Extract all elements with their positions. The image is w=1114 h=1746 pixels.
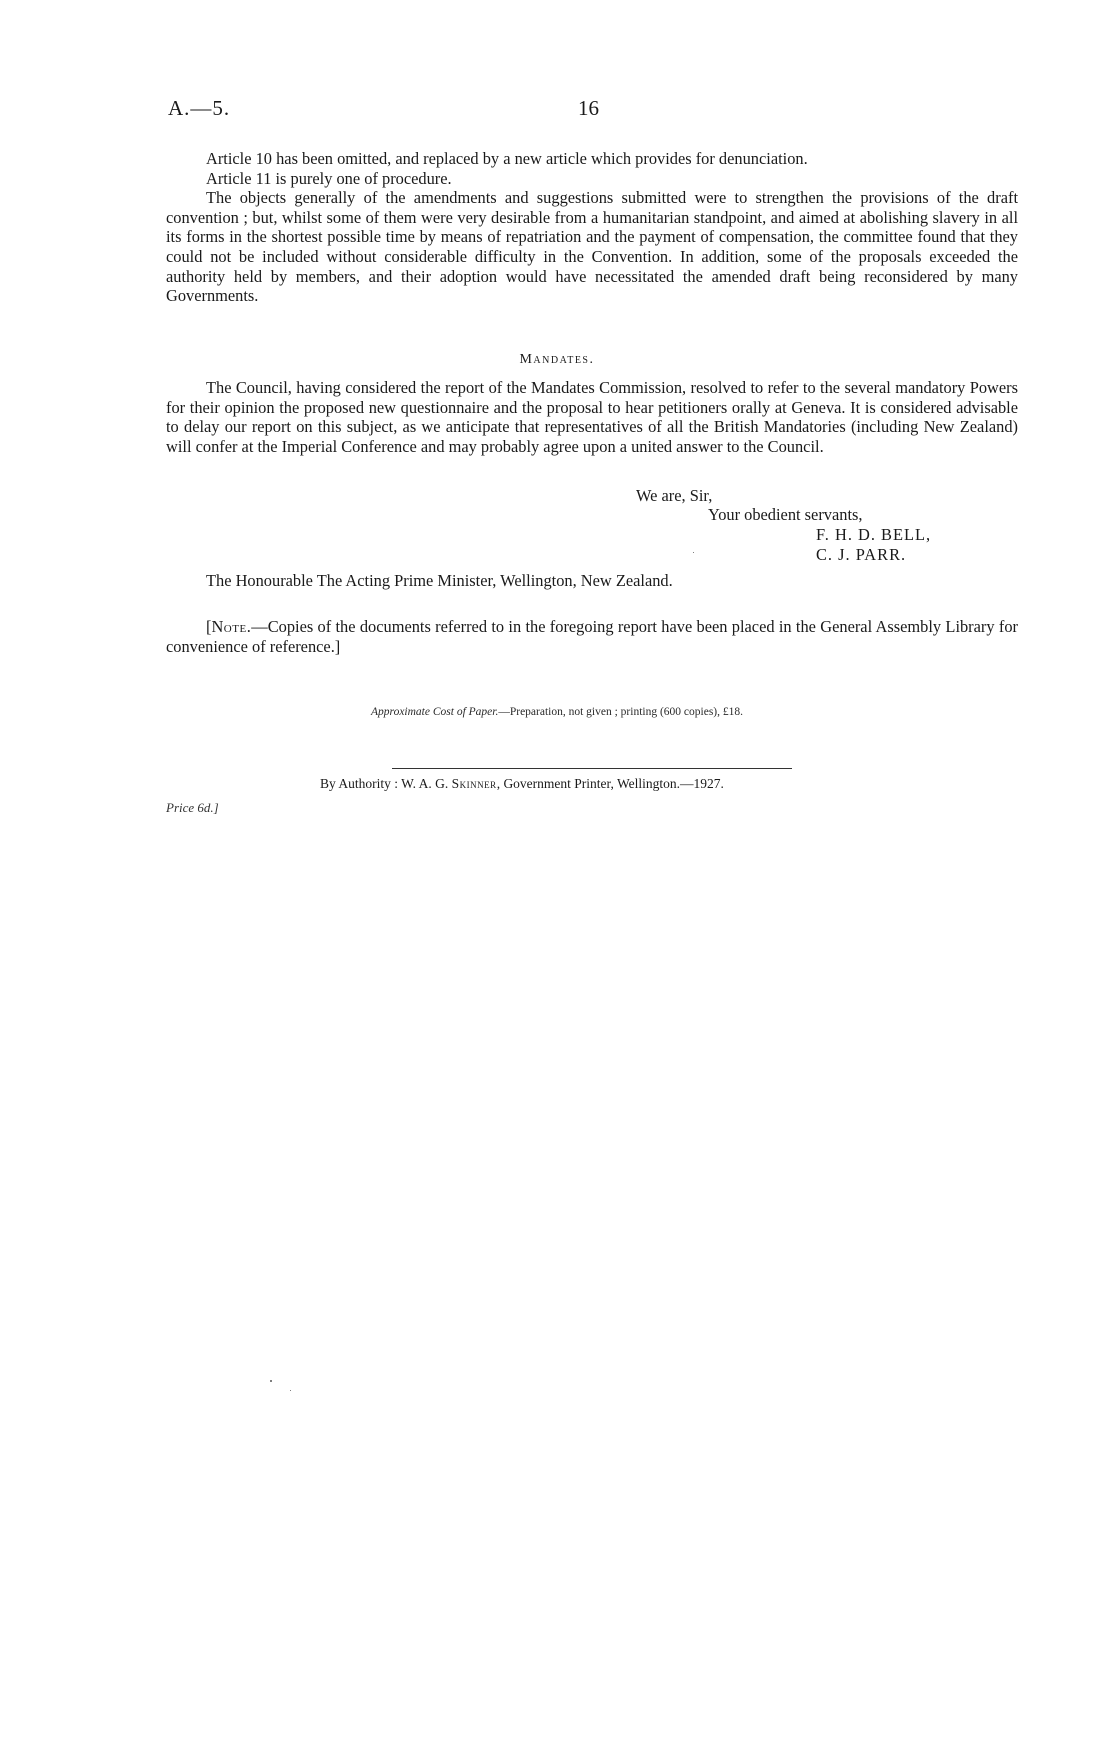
- addressee-line: The Honourable The Acting Prime Minister, Wellington, New Zealand.: [206, 571, 673, 590]
- scan-speck: [693, 552, 694, 553]
- signatory-parr: C. J. PARR.: [816, 545, 907, 564]
- report-text-block: [166, 149, 1018, 306]
- salutation: We are, Sir,: [636, 486, 713, 505]
- valediction: Your obedient servants,: [708, 505, 863, 524]
- imprint-suffix: , Government Printer, Wellington.—1927.: [496, 776, 724, 791]
- imprint-prefix: By Authority :: [320, 776, 399, 791]
- scan-speck: [290, 1390, 291, 1391]
- cost-text: —Preparation, not given ; printing (600 copies), £18.: [498, 706, 743, 718]
- section-heading-mandates: Mandates.: [519, 352, 595, 367]
- cost-label: Approximate Cost of Paper.: [371, 706, 499, 718]
- price-label: Price 6d.]: [166, 800, 219, 815]
- signatory-bell: F. H. D. BELL,: [816, 525, 932, 544]
- paragraph-article-10: Article 10 has been omitted, and replaced by a new article which provides for denunciation.: [206, 149, 808, 168]
- imprint-rule: [392, 768, 792, 769]
- imprint-surname: Skinner: [451, 776, 497, 791]
- note-paragraph: [166, 617, 1018, 656]
- note-block: [166, 617, 1018, 656]
- paragraph-article-11: Article 11 is purely one of procedure.: [206, 168, 452, 188]
- note-text: —Copies of the documents referred to in the foregoing report have been placed in the General Assembly Library for convenience of reference.]: [166, 617, 1018, 656]
- cost-of-paper-line: [0, 706, 1114, 718]
- scan-speck: [270, 1380, 272, 1382]
- paragraph-amendments: The objects generally of the amendments and suggestions submitted were to strengthen the provisions of the draft convention ; but, whilst some of them were very desirable from a humanitarian standpoint, and aimed at abolishing slavery in all its forms in the shortest possible time by means of repatriation and the payment of compensation, the committee found that they could not be included without considerable difficulty in the Convention. In addition, some of the proposals exceeded the authority held by members, and their adoption would have necessitated the amended draft being reconsidered by many Governments.: [166, 188, 1018, 306]
- paper-reference: A.—5.: [168, 96, 231, 120]
- printer-imprint: [320, 776, 724, 792]
- mandates-text-block: [166, 378, 1018, 456]
- note-label: Note.: [211, 617, 252, 636]
- imprint-initials: W. A. G.: [401, 776, 449, 791]
- note-open-bracket: [: [206, 617, 212, 636]
- page-number: 16: [578, 96, 599, 120]
- paragraph-mandates: The Council, having considered the report of the Mandates Commission, resolved to refer to the several mandatory Powers for their opinion the proposed new questionnaire and the proposal to hear petitioners orally at Geneva. It is considered advisable to delay our report on this subject, as we anticipate that representatives of all the British Mandatories (including New Zealand) will confer at the Imperial Conference and may probably agree upon a united answer to the Council.: [166, 378, 1018, 456]
